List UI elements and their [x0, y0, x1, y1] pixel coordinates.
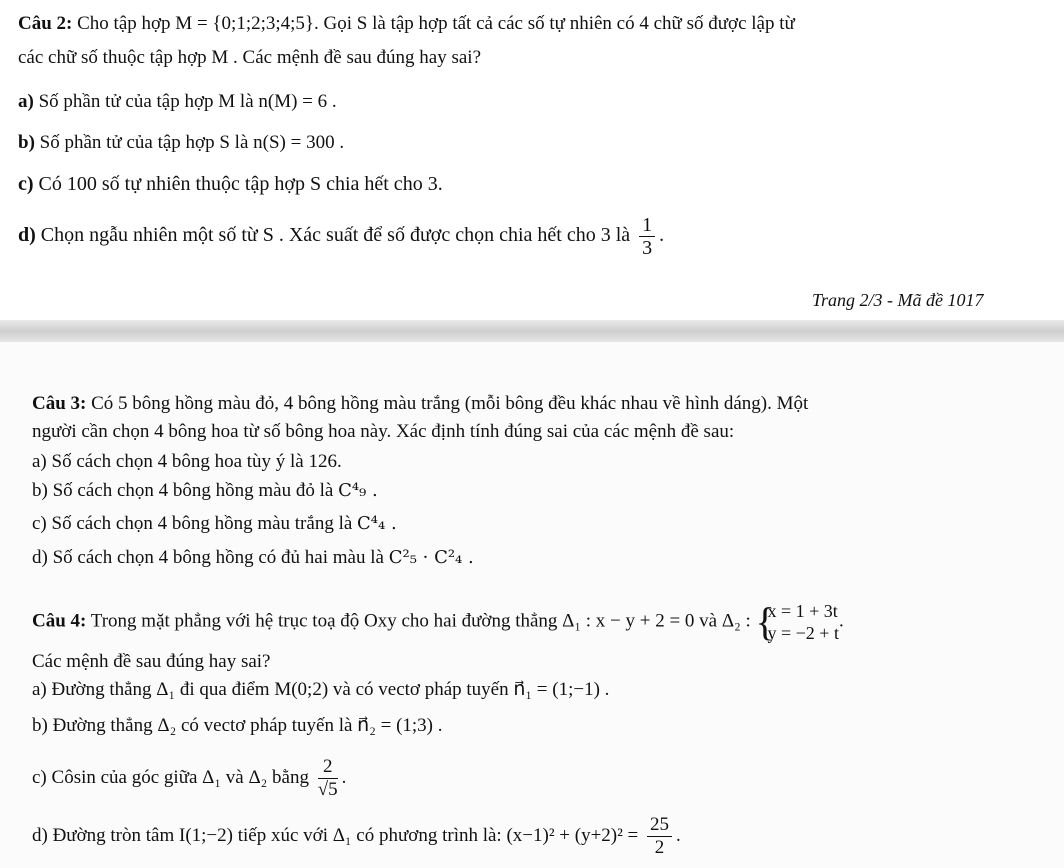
q3-c-text: Số cách chọn 4 bông hồng màu trắng là — [51, 513, 353, 534]
q4-c — [32, 756, 346, 801]
q2-c-label: c) — [18, 173, 34, 195]
q2-title: Câu 2: — [18, 13, 73, 34]
q2-d — [18, 214, 664, 259]
q4-d — [32, 814, 681, 859]
q4-d-end: . — [676, 824, 681, 846]
q4-c-label: c) — [32, 766, 47, 788]
q2-b-text: Số phần tử của tập hợp S là n(S) = 300 . — [39, 132, 345, 153]
q4-sys-end: . — [838, 610, 844, 632]
q3-b-text: Số cách chọn 4 bông hồng màu đỏ là — [52, 480, 334, 501]
q4-system — [756, 600, 839, 644]
lower-page — [0, 342, 1064, 868]
q4-intro-1: Trong mặt phẳng với hệ trục toạ độ Oxy cho hai đường thẳng Δ₁ : x − y + 2 = 0 và Δ₂ : — [90, 610, 751, 632]
q2-d-frac-num: 1 — [639, 214, 655, 237]
q4-a-label: a) — [32, 679, 47, 700]
q3-c-math: C⁴₄ . — [357, 513, 397, 534]
q3-a-text: Số cách chọn 4 bông hoa tùy ý là 126. — [51, 451, 342, 472]
q2-a-text: Số phần tử của tập hợp M là n(M) = 6 . — [38, 91, 337, 112]
q2-intro-1: Cho tập hợp M = {0;1;2;3;4;5}. Gọi S là tập hợp tất cả các số tự nhiên có 4 chữ số được lập từ — [77, 13, 795, 34]
q3-b-math: C⁴₉ . — [338, 480, 378, 501]
q3-b — [32, 479, 378, 503]
q4-d-frac-den: 2 — [654, 837, 665, 858]
q3-b-label: b) — [32, 480, 48, 501]
q4-a-text: Đường thẳng Δ₁ đi qua điểm M(0;2) và có vectơ pháp tuyến n⃗₁ = (1;−1) . — [51, 679, 610, 700]
q2-a-label: a) — [18, 91, 34, 112]
q4-c-fraction — [318, 756, 338, 801]
q4-b-text: Đường thẳng Δ₂ có vectơ pháp tuyến là n⃗₂ = (1;3) . — [52, 715, 443, 736]
q4-b — [32, 714, 443, 738]
q3-intro-1: Có 5 bông hồng màu đỏ, 4 bông hồng màu trắng (mỗi bông đều khác nhau về hình dáng). Một — [91, 393, 809, 414]
q4-d-fraction — [647, 814, 672, 859]
q3-d — [32, 546, 474, 570]
q3-a — [32, 450, 342, 474]
q2-line1 — [18, 12, 795, 36]
q3-line2: người cần chọn 4 bông hoa từ số bông hoa này. Xác định tính đúng sai của các mệnh đề sau: — [32, 421, 735, 442]
page-footer: Trang 2/3 - Mã đề 1017 — [812, 290, 984, 310]
q4-title: Câu 4: — [32, 610, 87, 632]
q4-d-frac-num: 25 — [647, 814, 672, 837]
upper-page — [0, 0, 1064, 320]
q2-c-text: Có 100 số tự nhiên thuộc tập hợp S chia hết cho 3. — [38, 173, 443, 195]
q3-c — [32, 512, 397, 536]
page-separator — [0, 320, 1064, 342]
q2-d-end: . — [659, 224, 665, 247]
q3-d-text: Số cách chọn 4 bông hồng có đủ hai màu là — [52, 547, 384, 568]
q2-line2: các chữ số thuộc tập hợp M . Các mệnh đề sau đúng hay sai? — [18, 47, 482, 68]
q2-d-text: Chọn ngẫu nhiên một số từ S . Xác suất để số được chọn chia hết cho 3 là — [40, 224, 631, 247]
q4-d-text: Đường tròn tâm I(1;−2) tiếp xúc với Δ₁ có phương trình là: (x−1)² + (y+2)² = — [52, 824, 639, 846]
brace-icon: { — [755, 599, 775, 644]
q2-b — [18, 131, 344, 155]
q4-line1 — [32, 600, 844, 644]
q3-line1 — [32, 392, 808, 416]
q4-a — [32, 678, 609, 702]
q4-c-frac-den: √5 — [317, 779, 338, 800]
q2-a — [18, 90, 337, 114]
q4-sys-eq2: y = −2 + t — [767, 623, 839, 643]
q2-d-label: d) — [18, 224, 36, 247]
q4-b-label: b) — [32, 715, 48, 736]
q3-d-label: d) — [32, 547, 48, 568]
q4-c-end: . — [341, 766, 347, 788]
q4-sys-eq1: x = 1 + 3t — [767, 601, 838, 621]
q3-c-label: c) — [32, 513, 47, 534]
q4-d-label: d) — [32, 824, 48, 846]
q2-b-label: b) — [18, 132, 35, 153]
q4-c-text: Côsin của góc giữa Δ₁ và Δ₂ bằng — [51, 766, 309, 788]
q4-c-frac-num: 2 — [318, 756, 338, 779]
q3-d-math: C²₅ · C²₄ . — [388, 547, 474, 568]
q2-c — [18, 172, 443, 196]
q2-d-fraction — [639, 214, 655, 259]
q3-a-label: a) — [32, 451, 47, 472]
q3-title: Câu 3: — [32, 393, 87, 414]
q4-line2: Các mệnh đề sau đúng hay sai? — [32, 651, 271, 672]
q2-d-frac-den: 3 — [642, 237, 653, 259]
